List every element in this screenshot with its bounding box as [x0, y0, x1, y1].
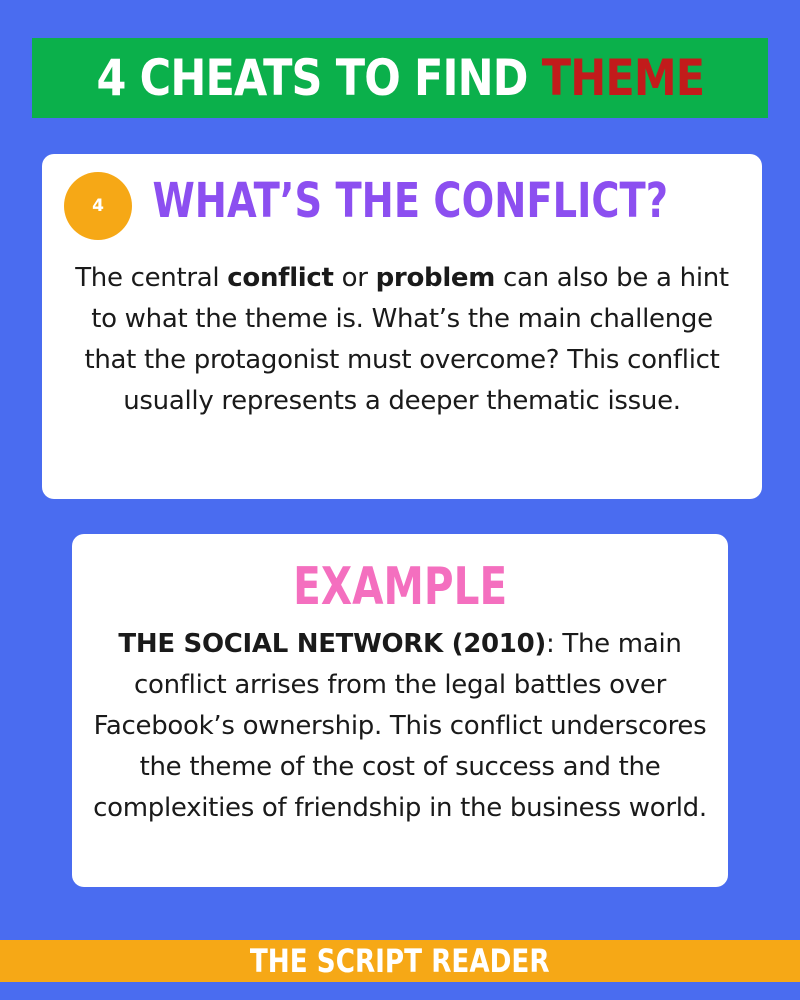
example-heading-text: EXAMPLE	[292, 557, 508, 617]
title-banner	[32, 38, 768, 118]
body-bold-conflict: conflict	[227, 263, 334, 293]
section-heading	[140, 166, 680, 236]
example-film-title: THE SOCIAL NETWORK (2010)	[118, 629, 546, 659]
footer-brand: THE SCRIPT READER	[250, 942, 550, 980]
example-description: : The main conflict arrises from the legal battles over Facebook’s ownership. This conflict underscores the theme of the cost of success and the complexities of friendship in the business world.	[93, 629, 707, 823]
section-heading-text: WHAT’S THE CONFLICT?	[152, 173, 668, 229]
body-text-3: can also be a hint to what the theme is. What’s the main challenge that the protagonist must overcome? This conflict usually represents a deeper thematic issue.	[84, 263, 729, 416]
title-main: 4 CHEATS TO FIND	[96, 49, 542, 107]
example-heading	[72, 554, 728, 620]
body-text-2: or	[333, 263, 376, 293]
section-body	[72, 258, 732, 422]
title-accent: THEME	[541, 49, 704, 107]
page-title	[96, 49, 704, 107]
body-bold-problem: problem	[375, 263, 496, 293]
example-body	[84, 624, 716, 829]
footer-banner	[0, 940, 800, 982]
body-text-1: The central	[75, 263, 228, 293]
step-number-badge: 4	[64, 172, 132, 240]
